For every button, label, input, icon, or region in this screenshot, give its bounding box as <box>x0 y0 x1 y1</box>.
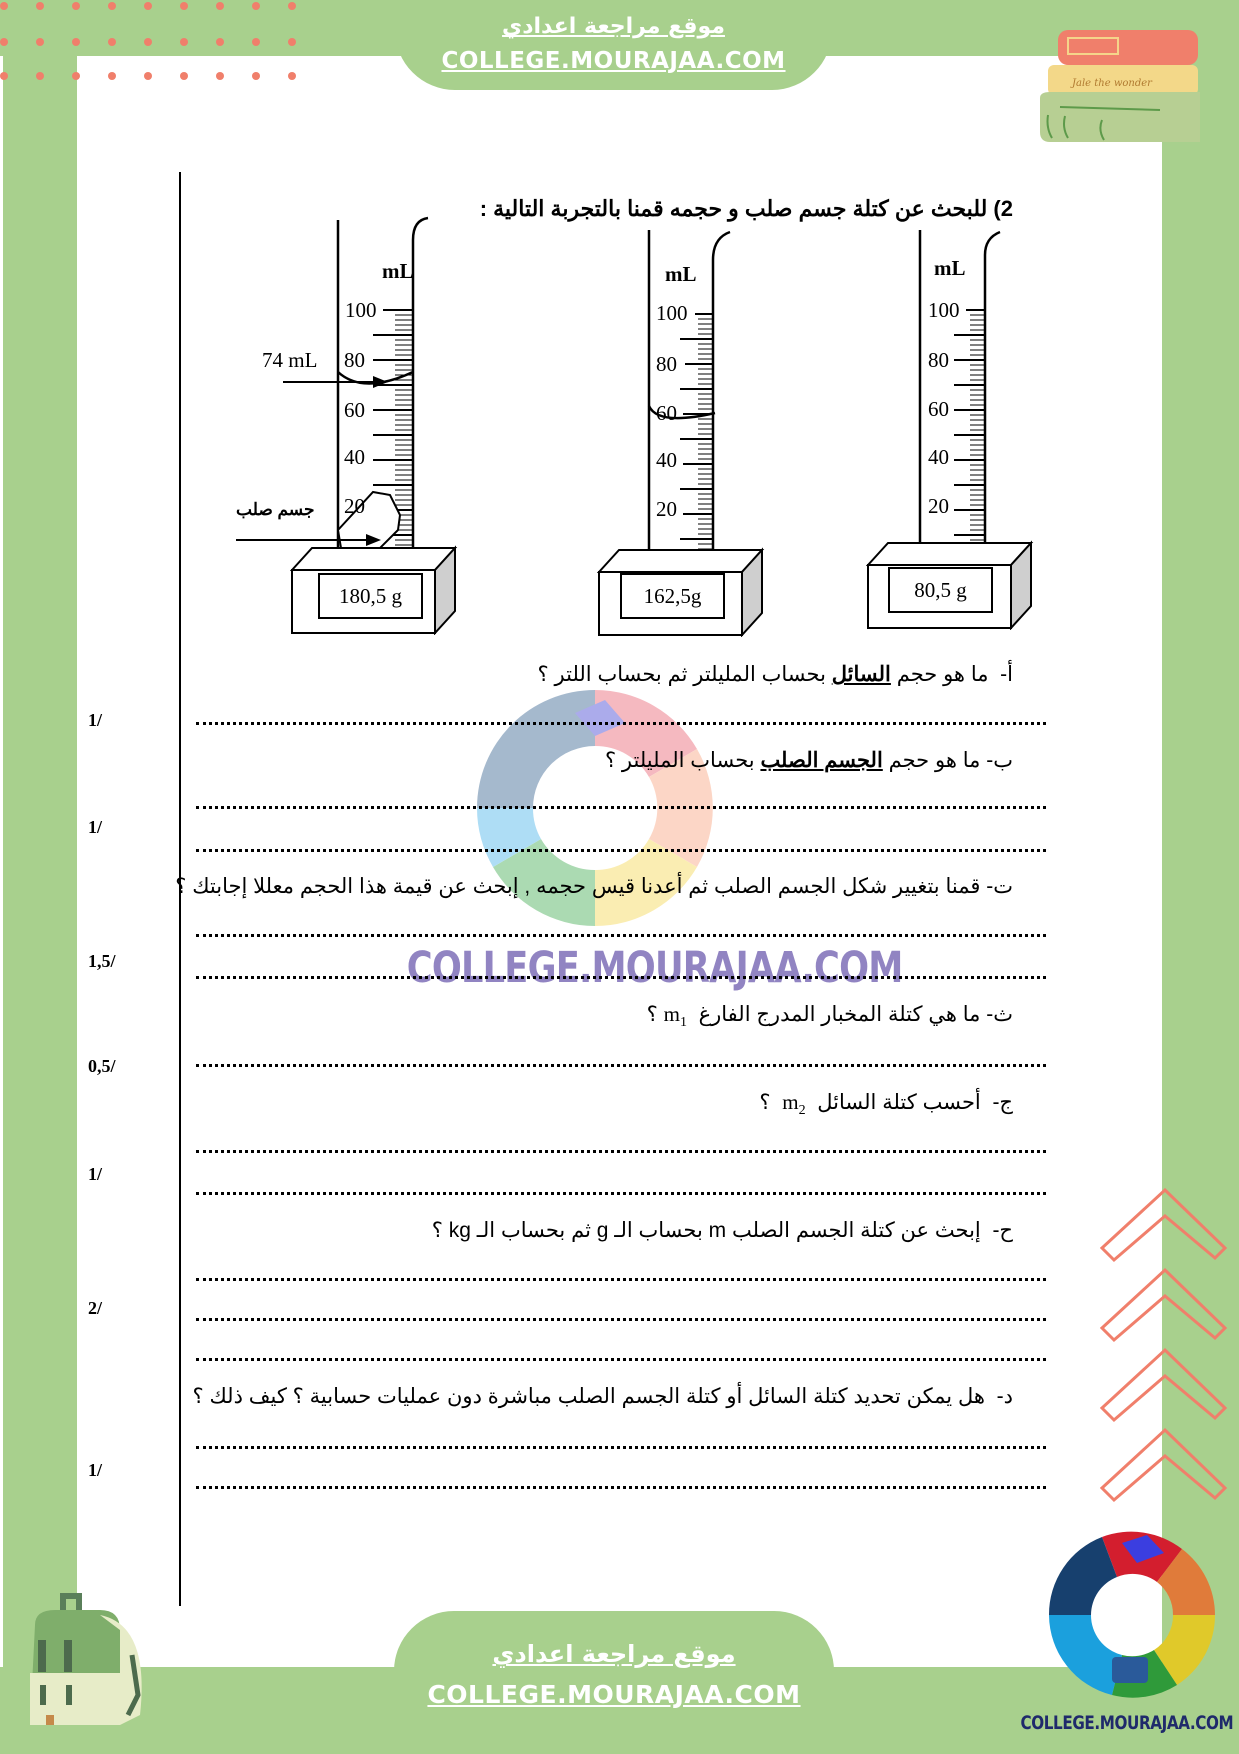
answer-line[interactable] <box>196 1358 1046 1361</box>
tick-label: 60 <box>344 398 365 422</box>
answer-line[interactable] <box>196 1278 1046 1281</box>
question-score: 1/ <box>88 710 103 730</box>
answer-line[interactable] <box>196 806 1046 809</box>
answer-line[interactable] <box>196 1064 1046 1067</box>
answer-line[interactable] <box>196 722 1046 725</box>
question-score: 1,5/ <box>88 951 116 971</box>
answer-line[interactable] <box>196 934 1046 937</box>
underlined-term: الجسم الصلب <box>760 749 883 772</box>
unit-label: mL <box>934 256 966 280</box>
tick-label: 60 <box>928 397 949 421</box>
question-score: 2/ <box>88 1298 103 1318</box>
footer-site-url[interactable]: COLLEGE.MOURAJAA.COM <box>427 1680 801 1709</box>
balance-reading: 180,5 g <box>318 573 423 619</box>
books-stack-icon <box>1040 20 1200 145</box>
tick-label: 100 <box>656 301 688 325</box>
solid-body-label: جسم صلب <box>236 500 315 519</box>
answer-line[interactable] <box>196 1486 1046 1489</box>
tick-label: 40 <box>344 445 365 469</box>
exercise-title: 2) للبحث عن كتلة جسم صلب و حجمه قمنا بالتجربة التالية : <box>479 196 1013 221</box>
footer-site-name: موقع مراجعة اعدادي <box>492 1640 736 1668</box>
brand-logo-text[interactable]: COLLEGE.MOURAJAA.COM <box>1020 1712 1234 1734</box>
brand-logo-ring <box>1042 1530 1222 1700</box>
tick-label: 100 <box>928 298 960 322</box>
question-d: د- هل يمكن تحديد كتلة السائل أو كتلة الجسم الصلب مباشرة دون عمليات حسابية ؟ كيف ذلك ؟ <box>192 1385 1013 1408</box>
answer-line[interactable] <box>196 1446 1046 1449</box>
question-score: 0,5/ <box>88 1056 116 1076</box>
answer-line[interactable] <box>196 1150 1046 1153</box>
tick-label: 100 <box>345 298 377 322</box>
tick-label: 80 <box>656 352 677 376</box>
graduated-cylinder-liquid <box>600 210 800 570</box>
balance-reading: 80,5 g <box>888 567 993 613</box>
decorative-chevrons <box>1100 1188 1230 1528</box>
decorative-dots-row <box>0 38 296 46</box>
unit-label: mL <box>665 262 697 286</box>
answer-line[interactable] <box>196 976 1046 979</box>
question-score: 1/ <box>88 1460 103 1480</box>
svg-text:Jale the wonder: Jale the wonder <box>1072 78 1152 89</box>
question-a: أ- ما هو حجم السائل بحساب المليلتر ثم بحساب اللتر ؟ <box>537 663 1013 686</box>
question-b: ب- ما هو حجم الجسم الصلب بحساب المليلتر ؟ <box>604 749 1013 772</box>
header-site-name: موقع مراجعة اعدادي <box>502 14 725 39</box>
tick-label: 80 <box>928 348 949 372</box>
decorative-dots-row <box>0 2 296 10</box>
answer-line[interactable] <box>196 849 1046 852</box>
unit-label: mL <box>382 259 414 283</box>
underlined-term: السائل <box>831 663 891 686</box>
backpack-icon <box>10 1585 170 1735</box>
tick-label: 40 <box>928 445 949 469</box>
header-site-url[interactable]: COLLEGE.MOURAJAA.COM <box>441 48 786 74</box>
tick-label: 40 <box>656 448 677 472</box>
answer-line[interactable] <box>196 1318 1046 1321</box>
question-score: 1/ <box>88 1164 103 1184</box>
watermark-site-url: COLLEGE.MOURAJAA.COM <box>406 943 903 993</box>
question-j: ج- أحسب كتلة السائل $m_2$ ؟ <box>759 1090 1013 1119</box>
tick-label: 60 <box>656 401 677 425</box>
question-th: ث- ما هي كتلة المخبار المدرج الفارغ $m_1$ ؟ <box>646 1002 1013 1031</box>
answer-line[interactable] <box>196 1192 1046 1195</box>
tick-label: 80 <box>344 348 365 372</box>
tick-label: 20 <box>656 497 677 521</box>
frame-left-band <box>3 0 77 1754</box>
tick-label: 20 <box>344 494 365 518</box>
question-h: ح- إبحث عن كتلة الجسم الصلب m بحساب الـ g ثم بحساب الـ kg ؟ <box>431 1219 1013 1242</box>
question-score: 1/ <box>88 817 103 837</box>
question-t: ت- قمنا بتغيير شكل الجسم الصلب ثم أعدنا قيس حجمه , إبحث عن قيمة هذا الحجم معللا إجابتك ؟ <box>175 875 1013 898</box>
balance-reading: 162,5g <box>620 573 725 619</box>
liquid-level-label: 74 mL <box>262 348 318 372</box>
decorative-dots-row <box>0 72 296 80</box>
tick-label: 20 <box>928 494 949 518</box>
